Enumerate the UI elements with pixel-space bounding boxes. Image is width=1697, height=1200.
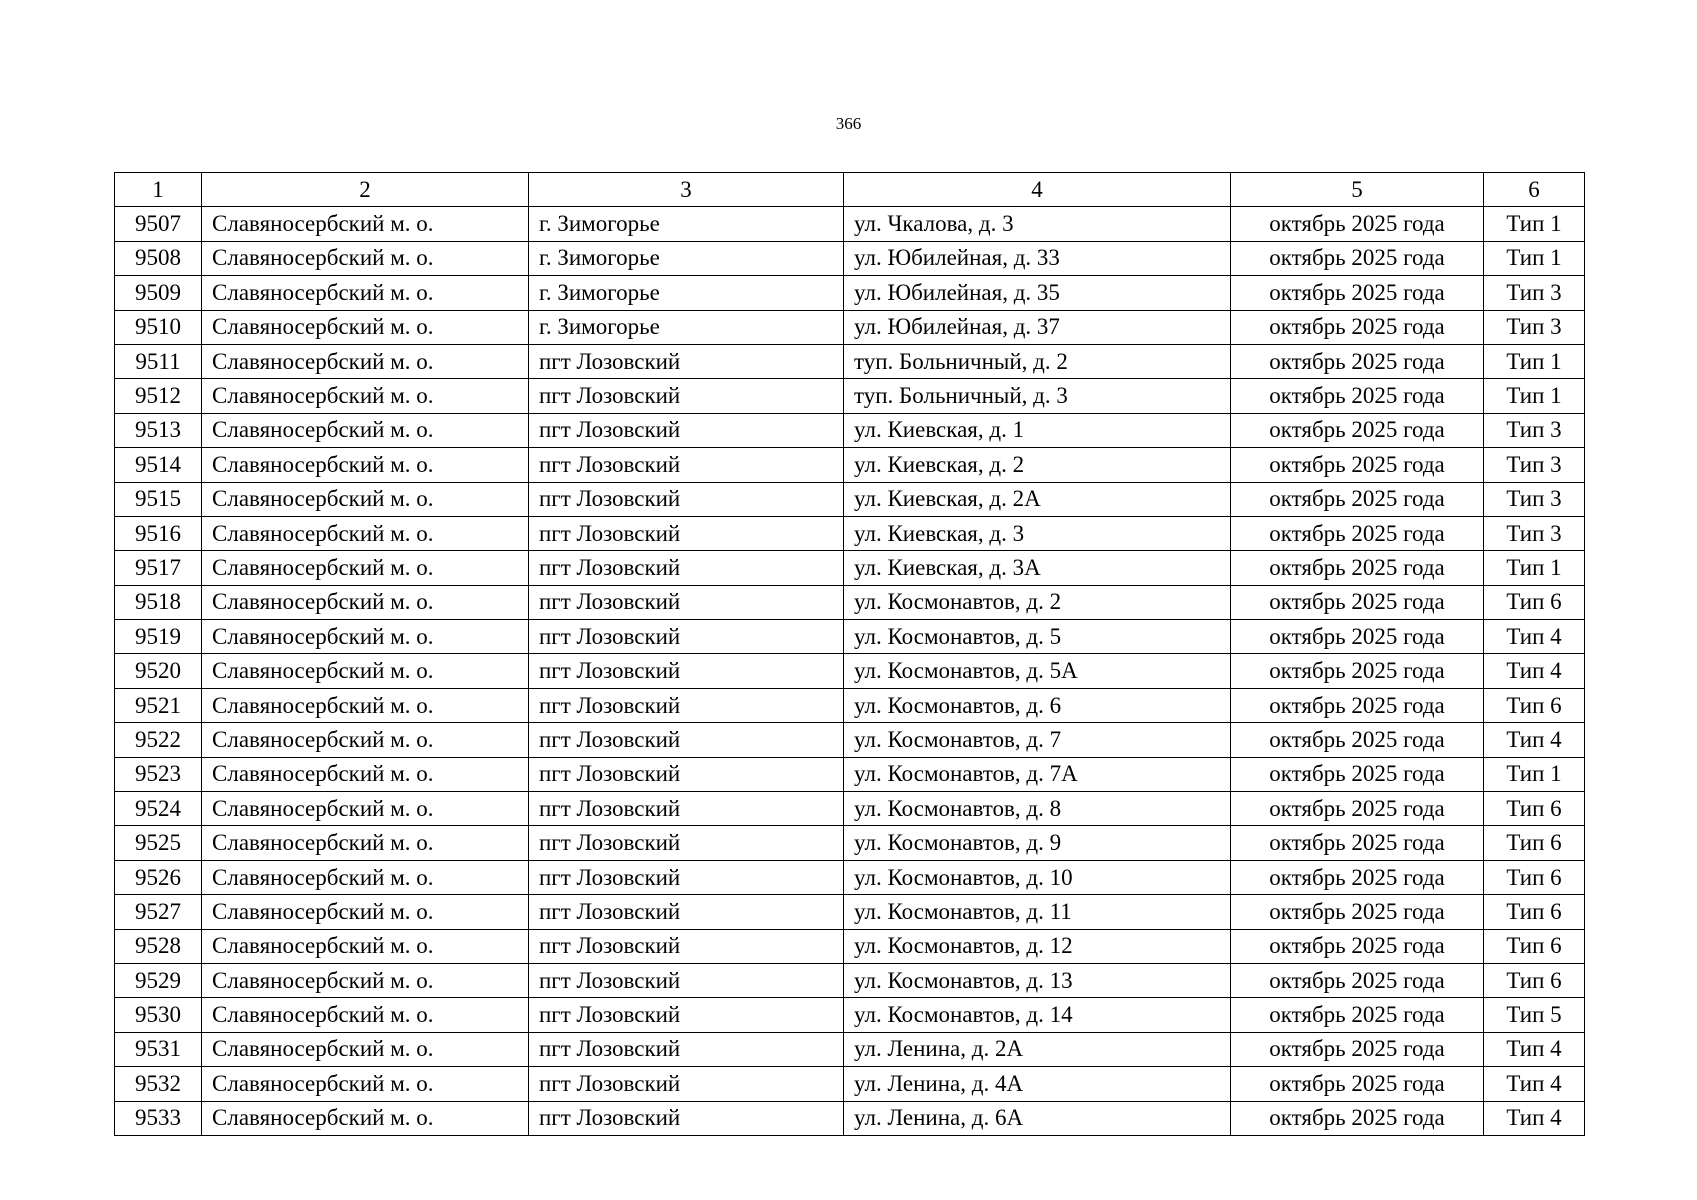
row-number-cell: 9508	[115, 241, 202, 275]
table-row	[115, 448, 1585, 482]
type-cell: Тип 4	[1484, 654, 1585, 688]
table-row	[115, 1101, 1585, 1135]
district-cell: Славяносербский м. о.	[202, 792, 529, 826]
date-cell: октябрь 2025 года	[1231, 620, 1484, 654]
row-number-cell: 9521	[115, 688, 202, 722]
row-number-cell: 9527	[115, 895, 202, 929]
address-cell: ул. Ленина, д. 2А	[844, 1032, 1231, 1066]
row-number-cell: 9529	[115, 963, 202, 997]
settlement-cell: пгт Лозовский	[529, 620, 844, 654]
settlement-cell: пгт Лозовский	[529, 723, 844, 757]
address-cell: ул. Космонавтов, д. 12	[844, 929, 1231, 963]
table-row	[115, 207, 1585, 241]
district-cell: Славяносербский м. о.	[202, 413, 529, 447]
row-number-cell: 9507	[115, 207, 202, 241]
district-cell: Славяносербский м. о.	[202, 585, 529, 619]
district-cell: Славяносербский м. о.	[202, 1067, 529, 1101]
settlement-cell: г. Зимогорье	[529, 310, 844, 344]
type-cell: Тип 6	[1484, 688, 1585, 722]
type-cell: Тип 3	[1484, 276, 1585, 310]
row-number-cell: 9509	[115, 276, 202, 310]
settlement-cell: пгт Лозовский	[529, 482, 844, 516]
table-row	[115, 688, 1585, 722]
settlement-cell: пгт Лозовский	[529, 1101, 844, 1135]
table-row	[115, 723, 1585, 757]
district-cell: Славяносербский м. о.	[202, 998, 529, 1032]
table-row	[115, 516, 1585, 550]
address-cell: туп. Больничный, д. 3	[844, 379, 1231, 413]
date-cell: октябрь 2025 года	[1231, 792, 1484, 826]
row-number-cell: 9517	[115, 551, 202, 585]
table-row	[115, 1067, 1585, 1101]
type-cell: Тип 5	[1484, 998, 1585, 1032]
settlement-cell: пгт Лозовский	[529, 792, 844, 826]
district-cell: Славяносербский м. о.	[202, 310, 529, 344]
address-cell: ул. Юбилейная, д. 33	[844, 241, 1231, 275]
settlement-cell: пгт Лозовский	[529, 551, 844, 585]
date-cell: октябрь 2025 года	[1231, 344, 1484, 378]
row-number-cell: 9511	[115, 344, 202, 378]
date-cell: октябрь 2025 года	[1231, 516, 1484, 550]
date-cell: октябрь 2025 года	[1231, 241, 1484, 275]
date-cell: октябрь 2025 года	[1231, 895, 1484, 929]
date-cell: октябрь 2025 года	[1231, 1032, 1484, 1066]
date-cell: октябрь 2025 года	[1231, 276, 1484, 310]
district-cell: Славяносербский м. о.	[202, 207, 529, 241]
district-cell: Славяносербский м. о.	[202, 482, 529, 516]
date-cell: октябрь 2025 года	[1231, 585, 1484, 619]
table-row	[115, 310, 1585, 344]
address-cell: ул. Космонавтов, д. 2	[844, 585, 1231, 619]
date-cell: октябрь 2025 года	[1231, 998, 1484, 1032]
type-cell: Тип 6	[1484, 929, 1585, 963]
row-number-cell: 9515	[115, 482, 202, 516]
type-cell: Тип 1	[1484, 207, 1585, 241]
type-cell: Тип 6	[1484, 792, 1585, 826]
date-cell: октябрь 2025 года	[1231, 482, 1484, 516]
row-number-cell: 9513	[115, 413, 202, 447]
registry-table	[114, 172, 1585, 1136]
district-cell: Славяносербский м. о.	[202, 688, 529, 722]
column-number-6: 6	[1484, 173, 1585, 207]
type-cell: Тип 6	[1484, 585, 1585, 619]
date-cell: октябрь 2025 года	[1231, 860, 1484, 894]
table-row	[115, 413, 1585, 447]
table-row	[115, 654, 1585, 688]
settlement-cell: пгт Лозовский	[529, 688, 844, 722]
date-cell: октябрь 2025 года	[1231, 1101, 1484, 1135]
date-cell: октябрь 2025 года	[1231, 688, 1484, 722]
address-cell: ул. Киевская, д. 2А	[844, 482, 1231, 516]
settlement-cell: пгт Лозовский	[529, 516, 844, 550]
row-number-cell: 9531	[115, 1032, 202, 1066]
date-cell: октябрь 2025 года	[1231, 723, 1484, 757]
row-number-cell: 9516	[115, 516, 202, 550]
row-number-cell: 9530	[115, 998, 202, 1032]
type-cell: Тип 4	[1484, 1067, 1585, 1101]
type-cell: Тип 3	[1484, 413, 1585, 447]
table-row	[115, 860, 1585, 894]
district-cell: Славяносербский м. о.	[202, 826, 529, 860]
row-number-cell: 9528	[115, 929, 202, 963]
address-cell: ул. Космонавтов, д. 7А	[844, 757, 1231, 791]
type-cell: Тип 3	[1484, 310, 1585, 344]
address-cell: ул. Космонавтов, д. 14	[844, 998, 1231, 1032]
date-cell: октябрь 2025 года	[1231, 448, 1484, 482]
row-number-cell: 9523	[115, 757, 202, 791]
column-number-3: 3	[529, 173, 844, 207]
type-cell: Тип 6	[1484, 860, 1585, 894]
registry-table-body	[115, 173, 1585, 1136]
district-cell: Славяносербский м. о.	[202, 516, 529, 550]
district-cell: Славяносербский м. о.	[202, 929, 529, 963]
settlement-cell: г. Зимогорье	[529, 207, 844, 241]
address-cell: ул. Космонавтов, д. 5А	[844, 654, 1231, 688]
address-cell: ул. Киевская, д. 3	[844, 516, 1231, 550]
settlement-cell: пгт Лозовский	[529, 757, 844, 791]
table-row	[115, 826, 1585, 860]
date-cell: октябрь 2025 года	[1231, 310, 1484, 344]
table-row	[115, 585, 1585, 619]
date-cell: октябрь 2025 года	[1231, 207, 1484, 241]
address-cell: ул. Киевская, д. 3А	[844, 551, 1231, 585]
settlement-cell: пгт Лозовский	[529, 344, 844, 378]
type-cell: Тип 6	[1484, 826, 1585, 860]
row-number-cell: 9525	[115, 826, 202, 860]
type-cell: Тип 6	[1484, 895, 1585, 929]
row-number-cell: 9532	[115, 1067, 202, 1101]
type-cell: Тип 1	[1484, 551, 1585, 585]
column-number-5: 5	[1231, 173, 1484, 207]
district-cell: Славяносербский м. о.	[202, 860, 529, 894]
address-cell: ул. Космонавтов, д. 5	[844, 620, 1231, 654]
row-number-cell: 9522	[115, 723, 202, 757]
settlement-cell: пгт Лозовский	[529, 448, 844, 482]
row-number-cell: 9514	[115, 448, 202, 482]
row-number-cell: 9520	[115, 654, 202, 688]
district-cell: Славяносербский м. о.	[202, 344, 529, 378]
address-cell: ул. Юбилейная, д. 35	[844, 276, 1231, 310]
column-number-1: 1	[115, 173, 202, 207]
table-row	[115, 379, 1585, 413]
table-row	[115, 963, 1585, 997]
address-cell: ул. Ленина, д. 6А	[844, 1101, 1231, 1135]
row-number-cell: 9533	[115, 1101, 202, 1135]
address-cell: ул. Космонавтов, д. 8	[844, 792, 1231, 826]
date-cell: октябрь 2025 года	[1231, 757, 1484, 791]
row-number-cell: 9526	[115, 860, 202, 894]
address-cell: ул. Юбилейная, д. 37	[844, 310, 1231, 344]
address-cell: туп. Больничный, д. 2	[844, 344, 1231, 378]
date-cell: октябрь 2025 года	[1231, 551, 1484, 585]
date-cell: октябрь 2025 года	[1231, 379, 1484, 413]
table-row	[115, 1032, 1585, 1066]
type-cell: Тип 3	[1484, 482, 1585, 516]
district-cell: Славяносербский м. о.	[202, 1101, 529, 1135]
address-cell: ул. Киевская, д. 1	[844, 413, 1231, 447]
district-cell: Славяносербский м. о.	[202, 276, 529, 310]
type-cell: Тип 4	[1484, 1101, 1585, 1135]
column-number-4: 4	[844, 173, 1231, 207]
table-row	[115, 344, 1585, 378]
district-cell: Славяносербский м. о.	[202, 620, 529, 654]
settlement-cell: г. Зимогорье	[529, 241, 844, 275]
settlement-cell: пгт Лозовский	[529, 860, 844, 894]
row-number-cell: 9519	[115, 620, 202, 654]
district-cell: Славяносербский м. о.	[202, 448, 529, 482]
district-cell: Славяносербский м. о.	[202, 895, 529, 929]
type-cell: Тип 4	[1484, 723, 1585, 757]
district-cell: Славяносербский м. о.	[202, 241, 529, 275]
table-row	[115, 620, 1585, 654]
type-cell: Тип 6	[1484, 963, 1585, 997]
table-row	[115, 551, 1585, 585]
type-cell: Тип 4	[1484, 620, 1585, 654]
date-cell: октябрь 2025 года	[1231, 1067, 1484, 1101]
settlement-cell: пгт Лозовский	[529, 654, 844, 688]
district-cell: Славяносербский м. о.	[202, 723, 529, 757]
settlement-cell: пгт Лозовский	[529, 998, 844, 1032]
address-cell: ул. Космонавтов, д. 10	[844, 860, 1231, 894]
address-cell: ул. Чкалова, д. 3	[844, 207, 1231, 241]
settlement-cell: пгт Лозовский	[529, 1067, 844, 1101]
row-number-cell: 9510	[115, 310, 202, 344]
address-cell: ул. Ленина, д. 4А	[844, 1067, 1231, 1101]
table-row	[115, 929, 1585, 963]
settlement-cell: пгт Лозовский	[529, 929, 844, 963]
table-row	[115, 241, 1585, 275]
address-cell: ул. Космонавтов, д. 6	[844, 688, 1231, 722]
settlement-cell: пгт Лозовский	[529, 895, 844, 929]
type-cell: Тип 1	[1484, 757, 1585, 791]
address-cell: ул. Космонавтов, д. 7	[844, 723, 1231, 757]
district-cell: Славяносербский м. о.	[202, 1032, 529, 1066]
type-cell: Тип 1	[1484, 379, 1585, 413]
type-cell: Тип 1	[1484, 241, 1585, 275]
address-cell: ул. Космонавтов, д. 13	[844, 963, 1231, 997]
settlement-cell: пгт Лозовский	[529, 585, 844, 619]
address-cell: ул. Киевская, д. 2	[844, 448, 1231, 482]
date-cell: октябрь 2025 года	[1231, 413, 1484, 447]
page-number: 366	[835, 114, 862, 133]
table-header-row	[115, 173, 1585, 207]
table-row	[115, 998, 1585, 1032]
table-row	[115, 792, 1585, 826]
district-cell: Славяносербский м. о.	[202, 379, 529, 413]
date-cell: октябрь 2025 года	[1231, 929, 1484, 963]
settlement-cell: пгт Лозовский	[529, 379, 844, 413]
address-cell: ул. Космонавтов, д. 11	[844, 895, 1231, 929]
district-cell: Славяносербский м. о.	[202, 963, 529, 997]
district-cell: Славяносербский м. о.	[202, 654, 529, 688]
settlement-cell: пгт Лозовский	[529, 413, 844, 447]
district-cell: Славяносербский м. о.	[202, 551, 529, 585]
settlement-cell: пгт Лозовский	[529, 1032, 844, 1066]
district-cell: Славяносербский м. о.	[202, 757, 529, 791]
table-row	[115, 276, 1585, 310]
row-number-cell: 9512	[115, 379, 202, 413]
row-number-cell: 9524	[115, 792, 202, 826]
table-row	[115, 757, 1585, 791]
row-number-cell: 9518	[115, 585, 202, 619]
date-cell: октябрь 2025 года	[1231, 963, 1484, 997]
date-cell: октябрь 2025 года	[1231, 654, 1484, 688]
type-cell: Тип 1	[1484, 344, 1585, 378]
type-cell: Тип 4	[1484, 1032, 1585, 1066]
column-number-2: 2	[202, 173, 529, 207]
type-cell: Тип 3	[1484, 448, 1585, 482]
table-row	[115, 895, 1585, 929]
settlement-cell: пгт Лозовский	[529, 826, 844, 860]
settlement-cell: г. Зимогорье	[529, 276, 844, 310]
date-cell: октябрь 2025 года	[1231, 826, 1484, 860]
address-cell: ул. Космонавтов, д. 9	[844, 826, 1231, 860]
table-row	[115, 482, 1585, 516]
type-cell: Тип 3	[1484, 516, 1585, 550]
settlement-cell: пгт Лозовский	[529, 963, 844, 997]
